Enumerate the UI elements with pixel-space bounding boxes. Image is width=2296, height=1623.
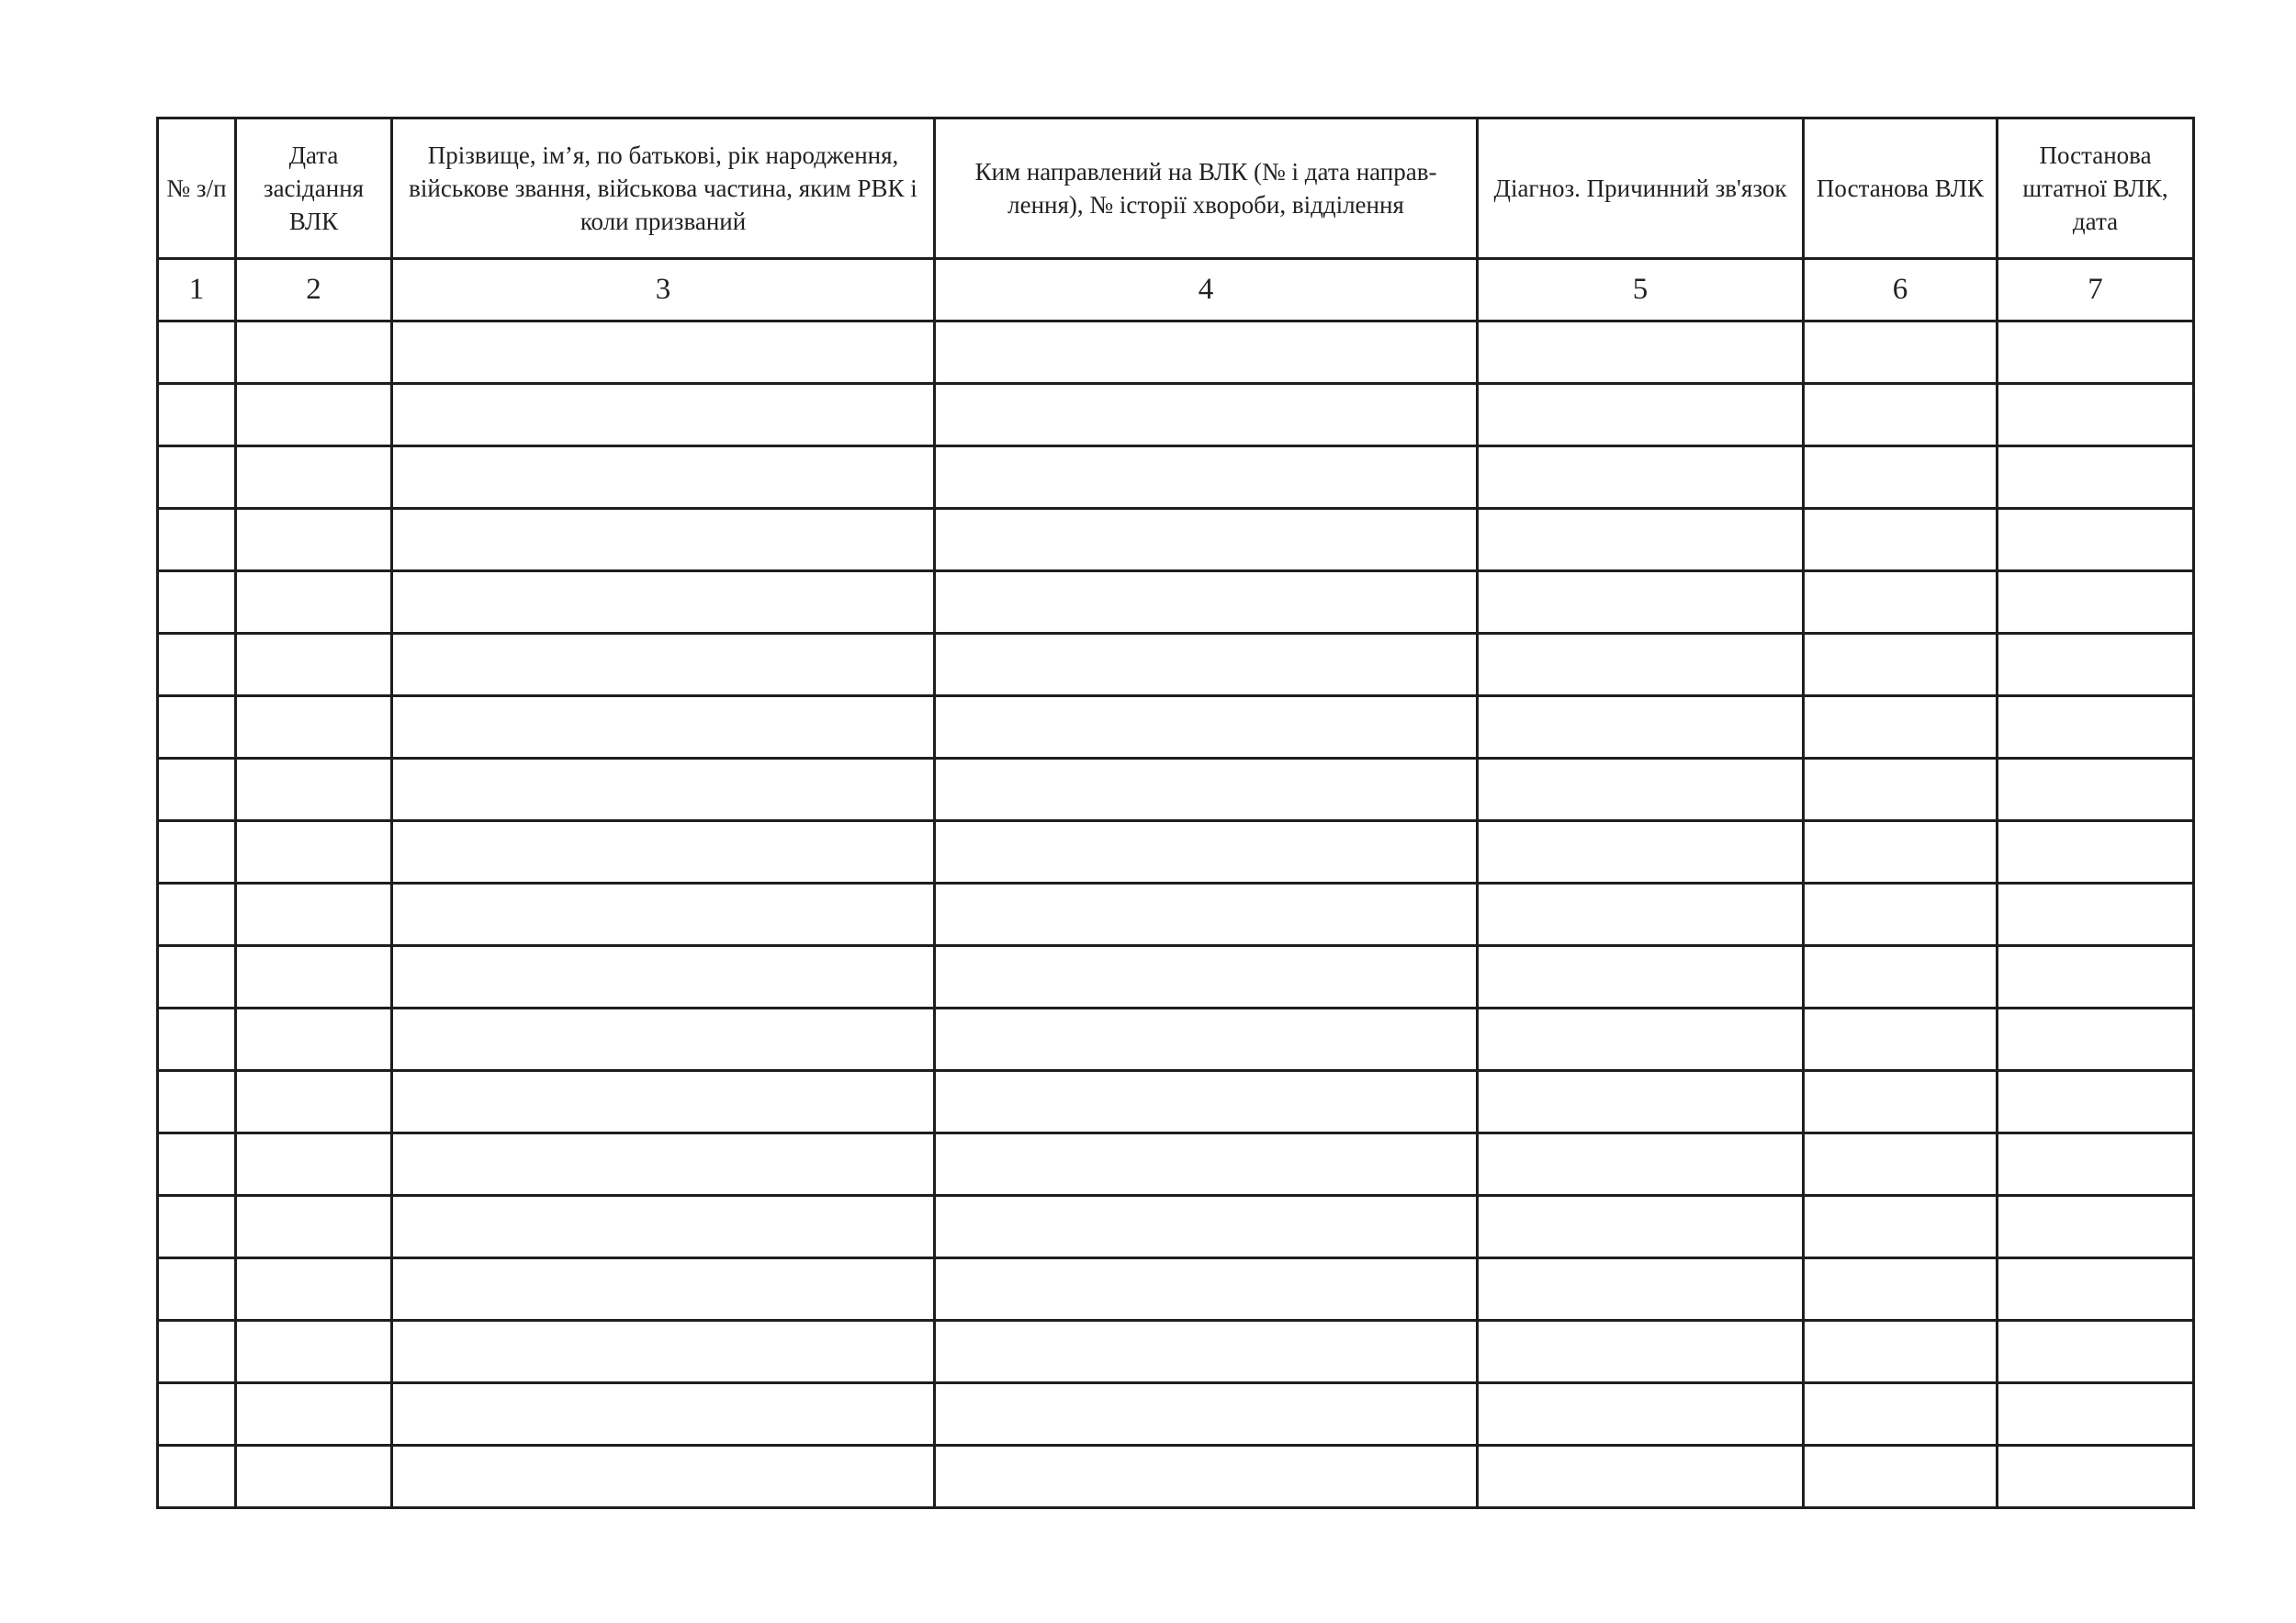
table-cell — [158, 1196, 236, 1258]
table-cell — [1478, 446, 1804, 509]
table-cell — [935, 1258, 1478, 1321]
table-row — [158, 446, 2194, 509]
column-number: 1 — [158, 259, 236, 321]
table-cell — [935, 946, 1478, 1009]
table-cell — [1998, 884, 2194, 946]
table-cell — [1998, 759, 2194, 821]
table-cell — [1478, 1133, 1804, 1196]
table-row — [158, 1446, 2194, 1508]
table-cell — [1804, 571, 1998, 634]
table-cell — [1478, 571, 1804, 634]
table-cell — [392, 446, 935, 509]
header-referral-info: Ким направлений на ВЛК (№ і дата направ-лення), № історії хвороби, відділення — [935, 118, 1478, 259]
table-cell — [1998, 384, 2194, 446]
vlk-register-table — [156, 117, 2195, 1509]
table-cell — [935, 1321, 1478, 1383]
table-row — [158, 821, 2194, 884]
table-cell — [1478, 1258, 1804, 1321]
table-cell — [236, 446, 392, 509]
table-cell — [935, 571, 1478, 634]
table-cell — [1804, 696, 1998, 759]
table-cell — [236, 321, 392, 384]
table-row — [158, 321, 2194, 384]
table-cell — [236, 384, 392, 446]
table-cell — [935, 1383, 1478, 1446]
column-number: 6 — [1804, 259, 1998, 321]
table-cell — [392, 509, 935, 571]
table-cell — [1478, 1009, 1804, 1071]
table-cell — [158, 634, 236, 696]
table-row — [158, 384, 2194, 446]
table-cell — [392, 1009, 935, 1071]
table-cell — [1804, 1133, 1998, 1196]
table-cell — [1804, 1009, 1998, 1071]
table-cell — [935, 1133, 1478, 1196]
table-cell — [236, 1009, 392, 1071]
table-cell — [935, 321, 1478, 384]
table-cell — [935, 509, 1478, 571]
table-cell — [1478, 384, 1804, 446]
table-cell — [236, 634, 392, 696]
table-cell — [392, 1071, 935, 1133]
table-cell — [1998, 1258, 2194, 1321]
table-cell — [1478, 1196, 1804, 1258]
table-cell — [1998, 1196, 2194, 1258]
table-cell — [1478, 1071, 1804, 1133]
table-cell — [1804, 1258, 1998, 1321]
table-cell — [392, 321, 935, 384]
column-number: 5 — [1478, 259, 1804, 321]
table-cell — [236, 1258, 392, 1321]
table-row — [158, 1196, 2194, 1258]
table-cell — [236, 1321, 392, 1383]
table-cell — [935, 1196, 1478, 1258]
table-cell — [392, 1133, 935, 1196]
table-cell — [158, 384, 236, 446]
table-cell — [1998, 321, 2194, 384]
table-cell — [392, 634, 935, 696]
table-cell — [236, 884, 392, 946]
column-number-row — [158, 259, 2194, 321]
header-row — [158, 118, 2194, 259]
table-cell — [236, 821, 392, 884]
table-cell — [1998, 1321, 2194, 1383]
table-cell — [158, 821, 236, 884]
header-meeting-date: Дата засідання ВЛК — [236, 118, 392, 259]
table-cell — [1998, 1446, 2194, 1508]
table-cell — [158, 946, 236, 1009]
table-cell — [392, 1383, 935, 1446]
table-row — [158, 1383, 2194, 1446]
table-cell — [236, 509, 392, 571]
table-cell — [158, 1321, 236, 1383]
column-number: 7 — [1998, 259, 2194, 321]
table-cell — [1478, 759, 1804, 821]
table-cell — [1478, 1321, 1804, 1383]
table-row — [158, 1321, 2194, 1383]
header-diagnosis: Діагноз. Причинний зв'язок — [1478, 118, 1804, 259]
column-number: 4 — [935, 259, 1478, 321]
table-cell — [158, 759, 236, 821]
header-number: № з/п — [158, 118, 236, 259]
table-cell — [392, 884, 935, 946]
table-cell — [1804, 759, 1998, 821]
table-row — [158, 884, 2194, 946]
table-cell — [158, 1009, 236, 1071]
table-cell — [236, 1383, 392, 1446]
table-cell — [236, 946, 392, 1009]
table-cell — [1478, 946, 1804, 1009]
table-cell — [158, 884, 236, 946]
table-cell — [935, 384, 1478, 446]
table-cell — [1804, 884, 1998, 946]
table-cell — [1804, 321, 1998, 384]
header-vlk-resolution: Постанова ВЛК — [1804, 118, 1998, 259]
table-cell — [935, 884, 1478, 946]
table-cell — [1804, 384, 1998, 446]
table-cell — [935, 1009, 1478, 1071]
table-cell — [1998, 1009, 2194, 1071]
table-cell — [1998, 1383, 2194, 1446]
column-number: 2 — [236, 259, 392, 321]
table-cell — [1804, 1196, 1998, 1258]
table-cell — [935, 821, 1478, 884]
table-cell — [158, 509, 236, 571]
table-cell — [935, 446, 1478, 509]
table-cell — [158, 321, 236, 384]
table-cell — [1478, 509, 1804, 571]
table-cell — [1998, 946, 2194, 1009]
table-cell — [935, 759, 1478, 821]
table-cell — [158, 1383, 236, 1446]
table-cell — [1804, 1071, 1998, 1133]
table-cell — [158, 571, 236, 634]
table-row — [158, 509, 2194, 571]
table-cell — [1998, 446, 2194, 509]
table-cell — [392, 821, 935, 884]
table-cell — [236, 1446, 392, 1508]
table-cell — [236, 571, 392, 634]
table-cell — [935, 634, 1478, 696]
table-cell — [392, 946, 935, 1009]
table-cell — [1478, 1383, 1804, 1446]
table-row — [158, 946, 2194, 1009]
table-cell — [392, 384, 935, 446]
table-cell — [935, 1446, 1478, 1508]
table-cell — [392, 1446, 935, 1508]
table-cell — [1804, 1446, 1998, 1508]
table-row — [158, 634, 2194, 696]
table-cell — [392, 1321, 935, 1383]
table-cell — [158, 1258, 236, 1321]
table-cell — [1478, 821, 1804, 884]
table-cell — [1998, 1071, 2194, 1133]
table-cell — [1998, 634, 2194, 696]
table-cell — [236, 696, 392, 759]
table-cell — [935, 1071, 1478, 1133]
table-cell — [158, 1446, 236, 1508]
table-cell — [236, 1071, 392, 1133]
table-cell — [392, 571, 935, 634]
table-cell — [1478, 696, 1804, 759]
table-row — [158, 1071, 2194, 1133]
table-cell — [1478, 1446, 1804, 1508]
table-cell — [158, 446, 236, 509]
table-cell — [1478, 884, 1804, 946]
table-cell — [392, 696, 935, 759]
table-cell — [158, 1071, 236, 1133]
table-row — [158, 1258, 2194, 1321]
table-row — [158, 696, 2194, 759]
table-cell — [1478, 321, 1804, 384]
header-person-details: Прізвище, ім’я, по батькові, рік народження, військове звання, військова частина, яким РВК і коли призваний — [392, 118, 935, 259]
table-cell — [236, 759, 392, 821]
table-cell — [935, 696, 1478, 759]
table-row — [158, 1009, 2194, 1071]
table-cell — [1804, 509, 1998, 571]
header-staff-vlk-resolution: Постанова штатної ВЛК, дата — [1998, 118, 2194, 259]
table-cell — [392, 1258, 935, 1321]
table-cell — [1804, 821, 1998, 884]
table-cell — [1804, 1321, 1998, 1383]
table-cell — [1804, 1383, 1998, 1446]
table-cell — [1804, 634, 1998, 696]
table-cell — [1998, 821, 2194, 884]
table-cell — [1998, 1133, 2194, 1196]
table-cell — [158, 696, 236, 759]
table-cell — [236, 1196, 392, 1258]
table-cell — [1478, 634, 1804, 696]
table-cell — [1998, 696, 2194, 759]
table-cell — [392, 759, 935, 821]
table-row — [158, 571, 2194, 634]
table-cell — [392, 1196, 935, 1258]
table-cell — [1998, 571, 2194, 634]
table-row — [158, 1133, 2194, 1196]
table-cell — [1804, 946, 1998, 1009]
table-cell — [236, 1133, 392, 1196]
table-cell — [158, 1133, 236, 1196]
table-cell — [1804, 446, 1998, 509]
table-row — [158, 759, 2194, 821]
column-number: 3 — [392, 259, 935, 321]
table-cell — [1998, 509, 2194, 571]
